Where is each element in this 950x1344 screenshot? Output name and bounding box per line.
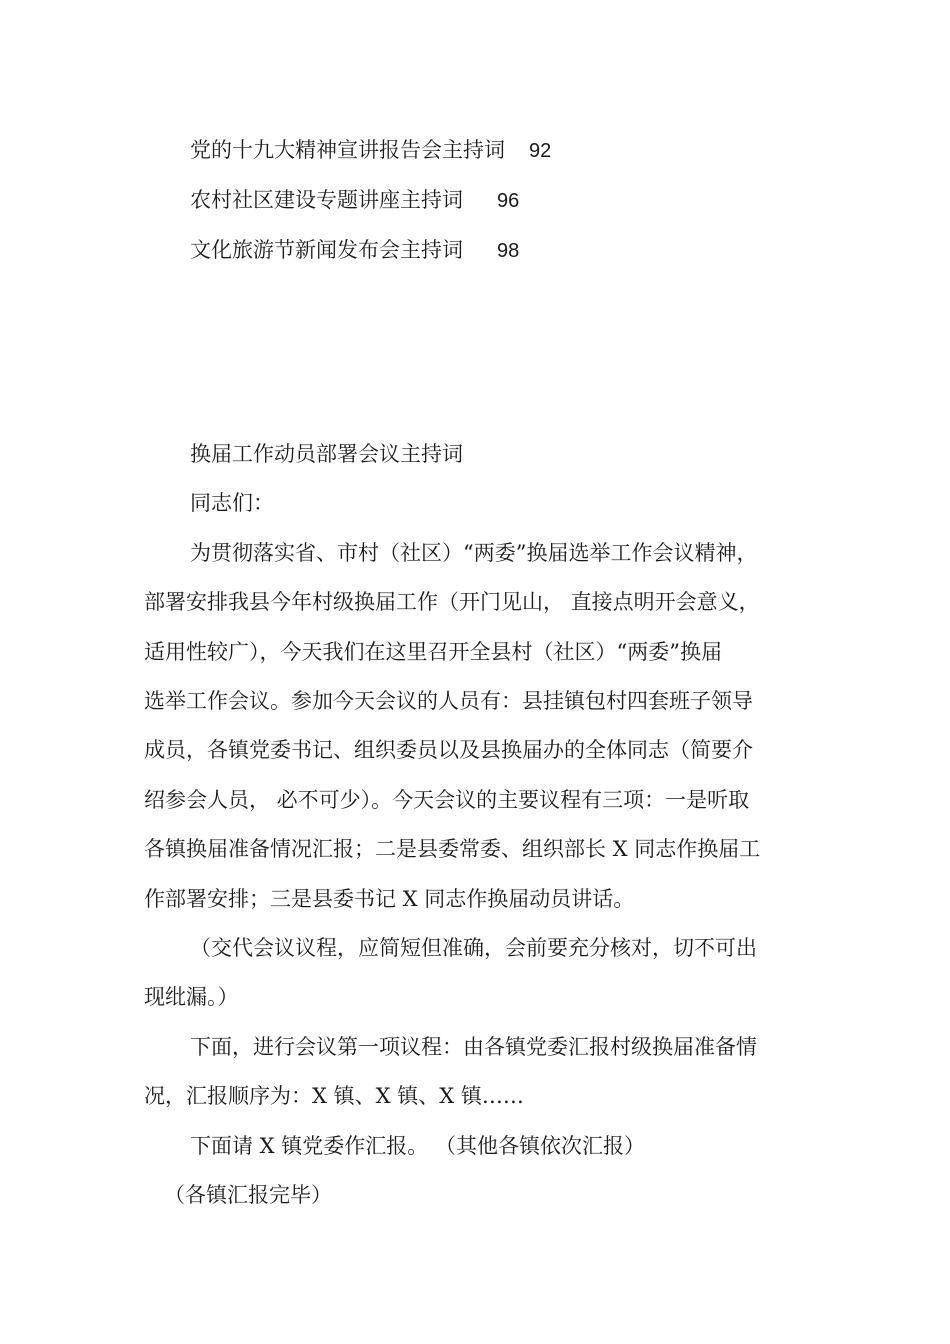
toc-entry-page: 92 xyxy=(529,140,552,162)
paragraph-line: （交代会议议程，应简短但准确，会前要充分核对，切不可出 xyxy=(190,936,757,961)
toc-entry xyxy=(190,184,551,234)
toc-entry-title: 党的十九大精神宣讲报告会主持词 xyxy=(190,138,505,162)
paragraph-line: 现纰漏。） xyxy=(144,985,239,1010)
paragraph-line: 下面，进行会议第一项议程：由各镇党委汇报村级换届准备情 xyxy=(190,1034,757,1059)
toc-entry-page: 98 xyxy=(497,240,520,262)
paragraph-line: 部署安排我县今年村级换届工作（开门见山， 直接点明开会意义， xyxy=(144,590,760,615)
toc-entry xyxy=(190,134,551,184)
toc-entry-title: 文化旅游节新闻发布会主持词 xyxy=(190,238,463,262)
toc-entry-title: 农村社区建设专题讲座主持词 xyxy=(190,188,463,212)
paragraph-line: 绍参会人员， 必不可少）。今天会议的主要议程有三项：一是听取 xyxy=(144,787,750,812)
paragraph-line: 各镇换届准备情况汇报；二是县委常委、组织部长 X 同志作换届工 xyxy=(144,837,761,862)
paragraph-line: 况，汇报顺序为：X 镇、X 镇、X 镇…… xyxy=(144,1084,524,1109)
paragraph-report-request: 下面请 X 镇党委作汇报。 （其他各镇依次汇报） xyxy=(190,1133,645,1158)
paragraph-line: 为贯彻落实省、市村（社区）“两委”换届选举工作会议精神， xyxy=(190,540,758,565)
paragraph-line: 作部署安排；三是县委书记 X 同志作换届动员讲话。 xyxy=(144,886,635,911)
paragraph-agenda-intro xyxy=(144,529,824,924)
paragraph-line: 成员，各镇党委书记、组织委员以及县换届办的全体同志（简要介 xyxy=(144,738,753,763)
paragraph-line: 适用性较广），今天我们在这里召开全县村（社区）“两委”换届 xyxy=(144,639,722,664)
toc-entry xyxy=(190,234,551,284)
paragraph-first-item xyxy=(144,1023,824,1122)
salutation: 同志们： xyxy=(190,491,274,516)
paragraph-line: 选举工作会议。参加今天会议的人员有：县挂镇包村四套班子领导 xyxy=(144,689,753,714)
table-of-contents xyxy=(190,134,551,284)
article-title: 换届工作动员部署会议主持词 xyxy=(190,442,463,466)
toc-entry-page: 96 xyxy=(497,190,520,212)
paragraph-report-complete: （各镇汇报完毕） xyxy=(164,1183,332,1208)
article-body xyxy=(144,430,824,1221)
paragraph-note xyxy=(144,924,824,1023)
